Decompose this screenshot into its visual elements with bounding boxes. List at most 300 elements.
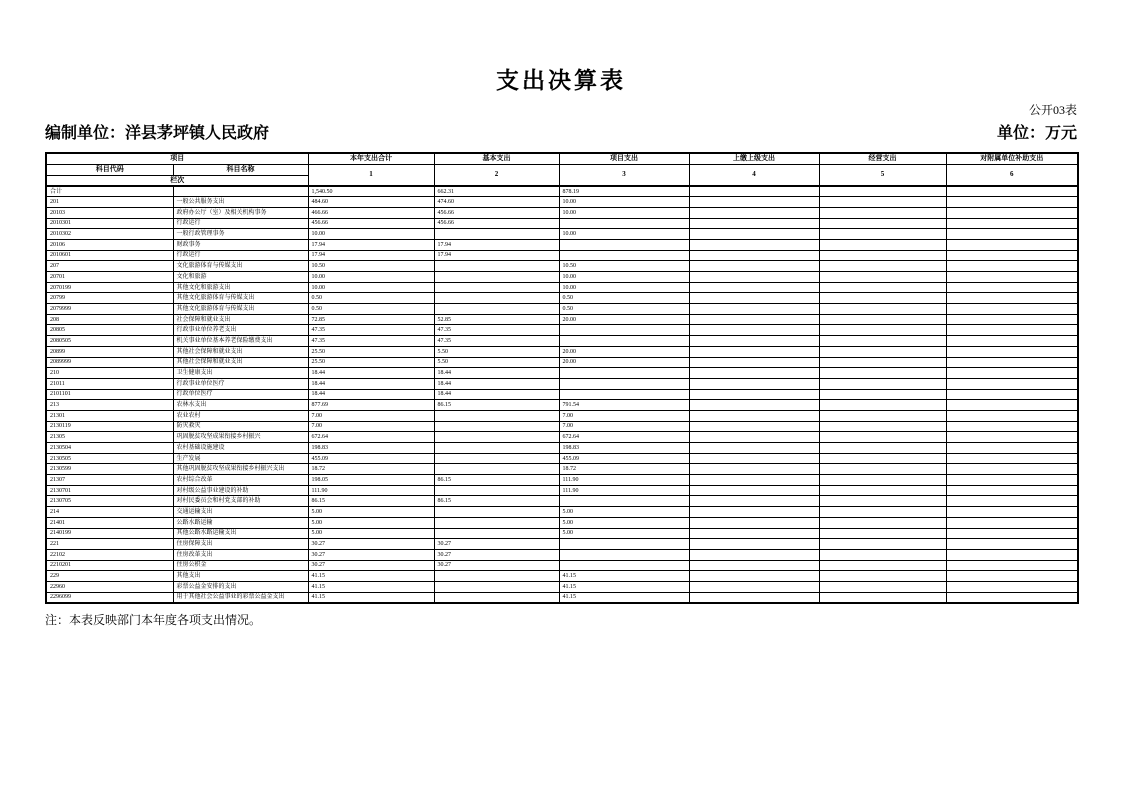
subject-code-cell: 21301 <box>46 410 173 421</box>
value-cell: 18.44 <box>434 378 559 389</box>
subject-name-cell: 社会保障和就业支出 <box>173 314 308 325</box>
value-cell <box>946 443 1078 454</box>
subject-name-cell: 文化旅游体育与传媒支出 <box>173 261 308 272</box>
table-row <box>46 475 1078 486</box>
value-cell <box>946 410 1078 421</box>
subject-code-cell: 2296099 <box>46 592 173 603</box>
value-cell: 198.05 <box>308 475 434 486</box>
table-row <box>46 485 1078 496</box>
value-cell: 41.15 <box>308 592 434 603</box>
table-row <box>46 389 1078 400</box>
value-cell: 41.15 <box>308 571 434 582</box>
subject-code-cell: 20106 <box>46 239 173 250</box>
value-cell <box>819 581 946 592</box>
subject-name-cell <box>173 186 308 197</box>
subject-code-cell: 2089999 <box>46 357 173 368</box>
table-row <box>46 410 1078 421</box>
value-cell <box>689 239 819 250</box>
value-cell <box>819 186 946 197</box>
header-col-project-exp: 项目支出 <box>559 153 689 164</box>
value-cell <box>689 496 819 507</box>
subject-name-cell: 其他公路水路运输支出 <box>173 528 308 539</box>
value-cell <box>946 304 1078 315</box>
value-cell <box>819 453 946 464</box>
value-cell <box>946 346 1078 357</box>
value-cell <box>559 378 689 389</box>
subject-code-cell: 2130505 <box>46 453 173 464</box>
subject-name-cell: 行政运行 <box>173 250 308 261</box>
subject-code-cell: 2070199 <box>46 282 173 293</box>
value-cell: 198.83 <box>308 443 434 454</box>
value-cell <box>689 250 819 261</box>
value-cell: 5.00 <box>559 507 689 518</box>
subject-code-cell: 2130705 <box>46 496 173 507</box>
prepared-by-label: 编制单位：洋县茅坪镇人民政府 <box>45 125 270 142</box>
value-cell <box>689 400 819 411</box>
header-col-basic: 基本支出 <box>434 153 559 164</box>
subject-code-cell: 20701 <box>46 272 173 283</box>
value-cell <box>946 378 1078 389</box>
value-cell <box>559 368 689 379</box>
value-cell: 5.00 <box>308 507 434 518</box>
value-cell: 10.00 <box>308 282 434 293</box>
value-cell <box>819 304 946 315</box>
value-cell: 17.94 <box>308 239 434 250</box>
table-row <box>46 346 1078 357</box>
value-cell <box>689 346 819 357</box>
value-cell <box>434 272 559 283</box>
value-cell <box>819 207 946 218</box>
value-cell <box>689 581 819 592</box>
subject-code-cell: 2130701 <box>46 485 173 496</box>
table-row <box>46 250 1078 261</box>
subject-code-cell: 22960 <box>46 581 173 592</box>
subject-name-cell: 行政事业单位养老支出 <box>173 325 308 336</box>
value-cell: 86.15 <box>434 400 559 411</box>
value-cell <box>689 186 819 197</box>
value-cell <box>434 517 559 528</box>
value-cell: 662.31 <box>434 186 559 197</box>
value-cell <box>819 507 946 518</box>
value-cell <box>689 475 819 486</box>
value-cell: 47.35 <box>434 336 559 347</box>
value-cell <box>689 485 819 496</box>
value-cell: 10.50 <box>559 261 689 272</box>
subject-name-cell: 农业农村 <box>173 410 308 421</box>
value-cell <box>434 421 559 432</box>
subject-code-cell: 21401 <box>46 517 173 528</box>
value-cell: 7.00 <box>559 410 689 421</box>
value-cell: 0.50 <box>559 293 689 304</box>
value-cell <box>689 368 819 379</box>
value-cell: 25.50 <box>308 346 434 357</box>
value-cell: 672.64 <box>308 432 434 443</box>
value-cell <box>946 336 1078 347</box>
value-cell: 10.00 <box>559 197 689 208</box>
table-row <box>46 368 1078 379</box>
value-cell <box>946 325 1078 336</box>
value-cell <box>946 197 1078 208</box>
subject-name-cell: 住房保障支出 <box>173 539 308 550</box>
value-cell <box>819 218 946 229</box>
value-cell: 41.15 <box>559 592 689 603</box>
value-cell: 484.60 <box>308 197 434 208</box>
subject-code-cell: 20899 <box>46 346 173 357</box>
value-cell <box>434 592 559 603</box>
subject-code-cell: 2010601 <box>46 250 173 261</box>
value-cell: 86.15 <box>434 475 559 486</box>
value-cell: 1,540.50 <box>308 186 434 197</box>
value-cell <box>689 453 819 464</box>
value-cell: 18.72 <box>308 464 434 475</box>
value-cell <box>434 229 559 240</box>
table-row <box>46 378 1078 389</box>
subject-name-cell: 巩固脱贫攻坚成果衔接乡村振兴 <box>173 432 308 443</box>
table-row <box>46 218 1078 229</box>
value-cell: 30.27 <box>308 539 434 550</box>
value-cell <box>689 528 819 539</box>
value-cell: 10.00 <box>308 272 434 283</box>
table-row <box>46 581 1078 592</box>
value-cell: 18.44 <box>308 378 434 389</box>
value-cell <box>689 560 819 571</box>
value-cell <box>819 250 946 261</box>
value-cell <box>819 378 946 389</box>
value-cell <box>689 389 819 400</box>
value-cell <box>559 336 689 347</box>
table-row <box>46 432 1078 443</box>
value-cell <box>689 229 819 240</box>
value-cell <box>689 421 819 432</box>
value-cell <box>689 218 819 229</box>
value-cell <box>819 592 946 603</box>
value-cell <box>434 282 559 293</box>
header-col-number-6: 6 <box>946 164 1078 186</box>
subject-code-cell: 229 <box>46 571 173 582</box>
value-cell <box>559 496 689 507</box>
subject-name-cell: 彩票公益金安排的支出 <box>173 581 308 592</box>
subject-code-cell: 合计 <box>46 186 173 197</box>
value-cell: 52.85 <box>434 314 559 325</box>
value-cell <box>434 485 559 496</box>
value-cell <box>819 261 946 272</box>
subject-code-cell: 2130504 <box>46 443 173 454</box>
subject-code-cell: 2101101 <box>46 389 173 400</box>
value-cell <box>689 592 819 603</box>
value-cell <box>946 485 1078 496</box>
value-cell <box>434 443 559 454</box>
value-cell: 0.50 <box>559 304 689 315</box>
value-cell <box>946 282 1078 293</box>
value-cell <box>946 560 1078 571</box>
table-row <box>46 186 1078 197</box>
value-cell: 86.15 <box>434 496 559 507</box>
value-cell <box>689 443 819 454</box>
value-cell: 791.54 <box>559 400 689 411</box>
subject-name-cell: 住房改革支出 <box>173 549 308 560</box>
value-cell <box>946 368 1078 379</box>
subject-name-cell: 住房公积金 <box>173 560 308 571</box>
value-cell <box>689 293 819 304</box>
table-row <box>46 261 1078 272</box>
value-cell: 111.90 <box>559 485 689 496</box>
value-cell <box>689 571 819 582</box>
header-col-number-5: 5 <box>819 164 946 186</box>
value-cell <box>689 507 819 518</box>
value-cell: 18.44 <box>434 389 559 400</box>
value-cell <box>819 400 946 411</box>
value-cell: 474.60 <box>434 197 559 208</box>
subject-name-cell: 其他巩固脱贫攻坚成果衔接乡村振兴支出 <box>173 464 308 475</box>
value-cell <box>819 528 946 539</box>
table-row <box>46 592 1078 603</box>
value-cell <box>946 475 1078 486</box>
value-cell <box>946 581 1078 592</box>
value-cell: 18.44 <box>308 368 434 379</box>
value-cell <box>946 432 1078 443</box>
value-cell: 17.94 <box>434 250 559 261</box>
meta-row <box>45 120 1077 143</box>
header-row-2 <box>46 164 1078 175</box>
table-row <box>46 421 1078 432</box>
subject-name-cell: 机关事业单位基本养老保险缴费支出 <box>173 336 308 347</box>
subject-code-cell: 2210201 <box>46 560 173 571</box>
value-cell: 20.00 <box>559 314 689 325</box>
header-col-subsidy: 对附属单位补助支出 <box>946 153 1078 164</box>
subject-code-cell: 22102 <box>46 549 173 560</box>
subject-code-cell: 214 <box>46 507 173 518</box>
value-cell: 18.44 <box>434 368 559 379</box>
value-cell: 41.15 <box>308 581 434 592</box>
value-cell <box>689 304 819 315</box>
value-cell <box>946 293 1078 304</box>
value-cell <box>946 421 1078 432</box>
subject-name-cell: 其他文化旅游体育与传媒支出 <box>173 304 308 315</box>
table-row <box>46 528 1078 539</box>
value-cell <box>559 239 689 250</box>
value-cell <box>819 410 946 421</box>
subject-name-cell: 农村基础设施建设 <box>173 443 308 454</box>
subject-code-cell: 21011 <box>46 378 173 389</box>
value-cell: 0.50 <box>308 304 434 315</box>
value-cell <box>819 357 946 368</box>
value-cell: 10.00 <box>559 229 689 240</box>
subject-code-cell: 221 <box>46 539 173 550</box>
value-cell <box>946 250 1078 261</box>
value-cell: 5.50 <box>434 357 559 368</box>
value-cell <box>819 239 946 250</box>
table-row <box>46 314 1078 325</box>
value-cell <box>819 389 946 400</box>
subject-code-cell: 208 <box>46 314 173 325</box>
value-cell <box>819 496 946 507</box>
value-cell <box>819 443 946 454</box>
table-row <box>46 560 1078 571</box>
header-subject-code: 科目代码 <box>46 164 173 175</box>
value-cell: 47.35 <box>308 325 434 336</box>
value-cell <box>689 261 819 272</box>
subject-name-cell: 其他社会保障和就业支出 <box>173 357 308 368</box>
value-cell: 7.00 <box>308 421 434 432</box>
value-cell <box>819 464 946 475</box>
value-cell <box>946 389 1078 400</box>
value-cell <box>946 314 1078 325</box>
subject-code-cell: 2130599 <box>46 464 173 475</box>
subject-code-cell: 2010301 <box>46 218 173 229</box>
header-project: 项目 <box>46 153 308 164</box>
value-cell <box>434 432 559 443</box>
value-cell <box>946 464 1078 475</box>
value-cell <box>559 389 689 400</box>
value-cell: 466.66 <box>308 207 434 218</box>
value-cell: 456.66 <box>434 207 559 218</box>
value-cell: 456.66 <box>308 218 434 229</box>
value-cell: 25.50 <box>308 357 434 368</box>
footnote: 注：本表反映部门本年度各项支出情况。 <box>45 612 262 627</box>
table-row <box>46 549 1078 560</box>
value-cell <box>946 357 1078 368</box>
subject-code-cell: 207 <box>46 261 173 272</box>
value-cell <box>819 293 946 304</box>
value-cell: 86.15 <box>308 496 434 507</box>
value-cell <box>689 314 819 325</box>
value-cell <box>434 304 559 315</box>
header-col-number-1: 1 <box>308 164 434 186</box>
table-row <box>46 443 1078 454</box>
value-cell <box>819 325 946 336</box>
value-cell: 30.27 <box>434 539 559 550</box>
sheet-label: 公开03表 <box>1028 103 1077 117</box>
table-row <box>46 197 1078 208</box>
value-cell <box>434 464 559 475</box>
value-cell <box>689 464 819 475</box>
value-cell <box>689 357 819 368</box>
subject-name-cell: 对村级公益事业建设的补助 <box>173 485 308 496</box>
value-cell <box>689 272 819 283</box>
value-cell <box>819 549 946 560</box>
value-cell <box>819 539 946 550</box>
value-cell <box>689 378 819 389</box>
value-cell: 5.00 <box>559 517 689 528</box>
table-row <box>46 539 1078 550</box>
subject-name-cell: 其他文化旅游体育与传媒支出 <box>173 293 308 304</box>
table-row <box>46 496 1078 507</box>
value-cell: 5.00 <box>559 528 689 539</box>
value-cell <box>946 400 1078 411</box>
value-cell <box>434 528 559 539</box>
value-cell: 10.50 <box>308 261 434 272</box>
value-cell <box>819 432 946 443</box>
value-cell: 198.83 <box>559 443 689 454</box>
value-cell <box>559 250 689 261</box>
value-cell: 10.00 <box>559 207 689 218</box>
page-title: 支出决算表 <box>496 68 626 93</box>
value-cell: 7.00 <box>308 410 434 421</box>
value-cell: 10.00 <box>559 282 689 293</box>
subject-code-cell: 2079999 <box>46 304 173 315</box>
value-cell <box>819 229 946 240</box>
value-cell <box>946 186 1078 197</box>
value-cell: 47.35 <box>308 336 434 347</box>
table-row <box>46 336 1078 347</box>
value-cell <box>946 549 1078 560</box>
value-cell: 72.85 <box>308 314 434 325</box>
value-cell <box>946 453 1078 464</box>
table-row <box>46 229 1078 240</box>
table-row <box>46 453 1078 464</box>
table-row <box>46 239 1078 250</box>
subject-name-cell: 卫生健康支出 <box>173 368 308 379</box>
value-cell <box>946 229 1078 240</box>
value-cell: 672.64 <box>559 432 689 443</box>
table-row <box>46 357 1078 368</box>
value-cell <box>819 314 946 325</box>
subject-name-cell: 公路水路运输 <box>173 517 308 528</box>
value-cell <box>819 346 946 357</box>
subject-code-cell: 20799 <box>46 293 173 304</box>
value-cell: 30.27 <box>308 560 434 571</box>
value-cell <box>819 282 946 293</box>
subject-name-cell: 农林水支出 <box>173 400 308 411</box>
table-row <box>46 464 1078 475</box>
value-cell <box>434 261 559 272</box>
subject-name-cell: 用于其他社会公益事业的彩票公益金支出 <box>173 592 308 603</box>
value-cell <box>819 336 946 347</box>
header-col-number-3: 3 <box>559 164 689 186</box>
header-col-number-2: 2 <box>434 164 559 186</box>
table-header <box>46 153 1078 186</box>
subject-name-cell: 其他社会保障和就业支出 <box>173 346 308 357</box>
subject-name-cell: 其他支出 <box>173 571 308 582</box>
subject-name-cell: 一般行政管理事务 <box>173 229 308 240</box>
value-cell <box>946 528 1078 539</box>
expenditure-table <box>45 152 1079 604</box>
value-cell <box>689 517 819 528</box>
value-cell <box>689 549 819 560</box>
value-cell: 18.72 <box>559 464 689 475</box>
value-cell: 5.00 <box>308 528 434 539</box>
header-column-row-label: 栏次 <box>46 175 308 186</box>
value-cell <box>689 325 819 336</box>
value-cell <box>434 571 559 582</box>
subject-name-cell: 行政事业单位医疗 <box>173 378 308 389</box>
value-cell <box>819 421 946 432</box>
value-cell: 30.27 <box>308 549 434 560</box>
header-col-total: 本年支出合计 <box>308 153 434 164</box>
subject-name-cell: 政府办公厅（室）及相关机构事务 <box>173 207 308 218</box>
value-cell: 0.50 <box>308 293 434 304</box>
value-cell <box>689 207 819 218</box>
value-cell: 17.94 <box>308 250 434 261</box>
subject-name-cell: 文化和旅游 <box>173 272 308 283</box>
subject-code-cell: 2080505 <box>46 336 173 347</box>
subject-code-cell: 20805 <box>46 325 173 336</box>
value-cell: 111.90 <box>559 475 689 486</box>
subject-name-cell: 其他文化和旅游支出 <box>173 282 308 293</box>
value-cell <box>689 197 819 208</box>
header-col-number-4: 4 <box>689 164 819 186</box>
value-cell <box>946 218 1078 229</box>
value-cell <box>689 282 819 293</box>
value-cell <box>946 517 1078 528</box>
subject-name-cell: 农村综合改革 <box>173 475 308 486</box>
value-cell <box>819 485 946 496</box>
subject-code-cell: 201 <box>46 197 173 208</box>
table-row <box>46 293 1078 304</box>
value-cell <box>434 507 559 518</box>
value-cell <box>819 517 946 528</box>
value-cell <box>434 453 559 464</box>
